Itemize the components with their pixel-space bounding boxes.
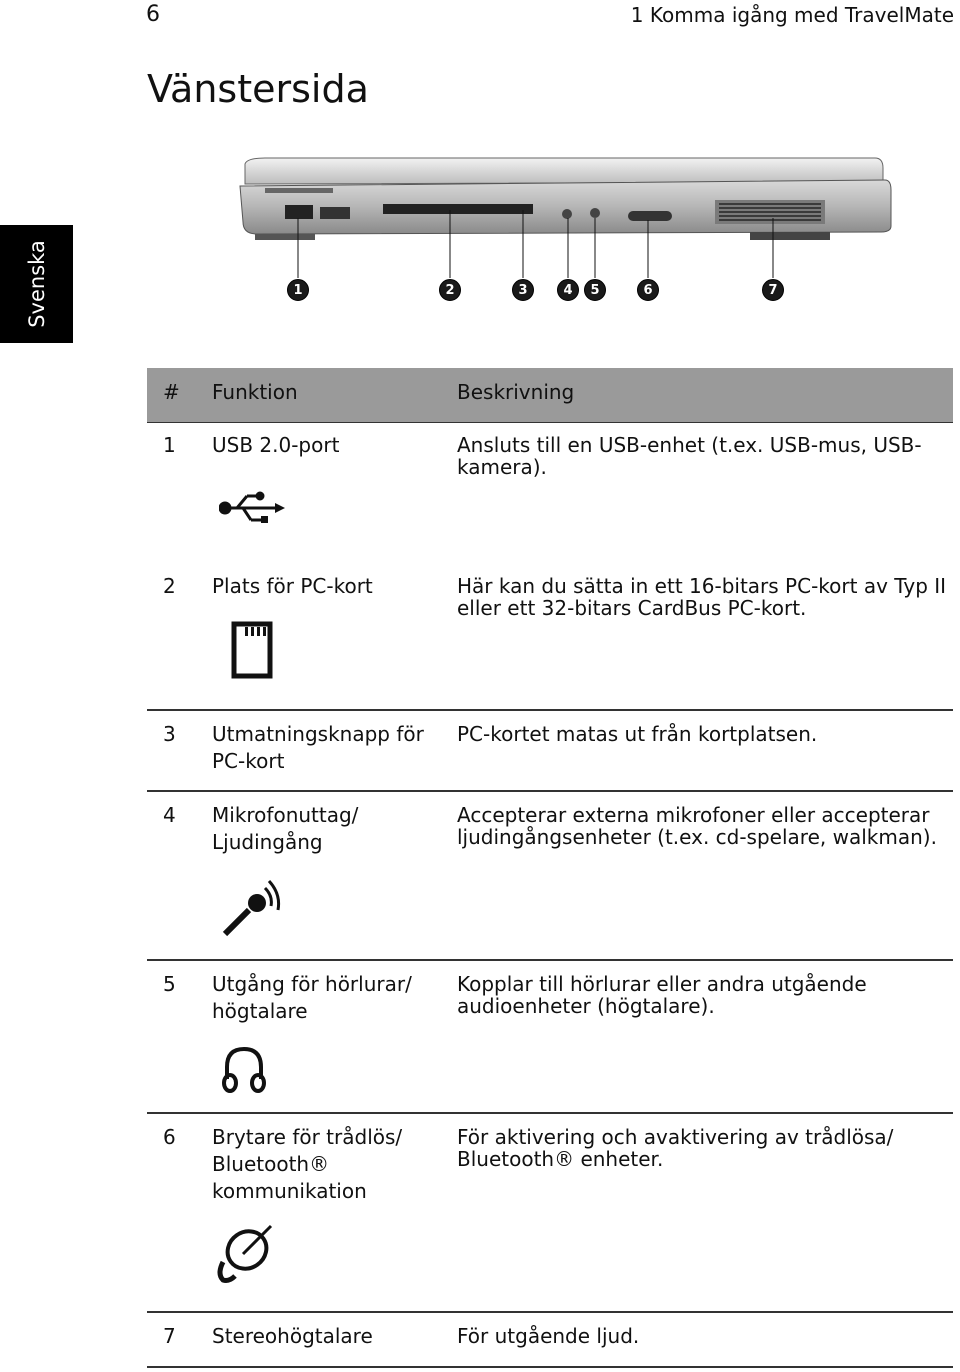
ports-table [147,368,953,1348]
row-number: 6 [163,1125,176,1149]
headphones-icon [221,1045,267,1093]
row-number: 2 [163,574,176,598]
laptop-left-side-illustration [235,150,895,300]
microphone-icon [221,876,285,938]
callout-6: 6 [637,279,659,301]
table-row [147,959,953,1113]
row-description: Här kan du sätta in ett 16-bitars PC-kort av Typ II eller ett 32-bitars CardBus PC-kort. [457,574,947,620]
page-title: Vänstersida [147,67,369,111]
callout-1: 1 [287,279,309,301]
callout-3: 3 [512,279,534,301]
table-row [147,422,953,562]
row-function: Utgång för hörlurar/ högtalare [212,972,412,1023]
table-row [147,563,953,708]
row-description: PC-kortet matas ut från kortplatsen. [457,722,818,746]
row-description: För utgående ljud. [457,1324,640,1348]
row-number: 5 [163,972,176,996]
callout-5: 5 [584,279,606,301]
table-row [147,790,953,960]
table-bottom-rule [147,1366,953,1368]
row-function: USB 2.0-port [212,433,340,457]
usb-icon [219,490,285,526]
row-description: Ansluts till en USB-enhet (t.ex. USB-mus, USB-kamera). [457,433,922,479]
row-function: Stereohögtalare [212,1324,373,1348]
header-function: Funktion [212,380,298,404]
callout-4: 4 [557,279,579,301]
row-function: Mikrofonuttag/ Ljudingång [212,803,359,854]
table-row [147,709,953,791]
table-row [147,1112,953,1312]
header-description: Beskrivning [457,380,575,404]
table-header [147,368,953,423]
callout-7: 7 [762,279,784,301]
row-number: 1 [163,433,176,457]
row-number: 3 [163,722,176,746]
language-tab [0,225,73,343]
wireless-icon [213,1222,275,1284]
page-number: 6 [146,2,160,27]
callout-2: 2 [439,279,461,301]
row-number: 7 [163,1324,176,1348]
row-description: För aktivering och avaktivering av trådlösa/ Bluetooth® enheter. [457,1125,894,1171]
pc-card-icon [231,621,273,679]
language-tab-label: Svenska [24,240,49,328]
row-description: Accepterar externa mikrofoner eller accepterar ljudingångsenheter (t.ex. cd-spelare, walkman). [457,803,937,849]
row-function: Brytare för trådlös/ Bluetooth® kommunikation [212,1125,403,1203]
header-number: # [163,380,180,404]
row-number: 4 [163,803,176,827]
row-description: Kopplar till hörlurar eller andra utgående audioenheter (högtalare). [457,972,867,1018]
chapter-title: 1 Komma igång med TravelMate [630,3,954,27]
row-function: Utmatningsknapp för PC-kort [212,722,424,773]
table-row [147,1311,953,1366]
row-function: Plats för PC-kort [212,574,373,598]
